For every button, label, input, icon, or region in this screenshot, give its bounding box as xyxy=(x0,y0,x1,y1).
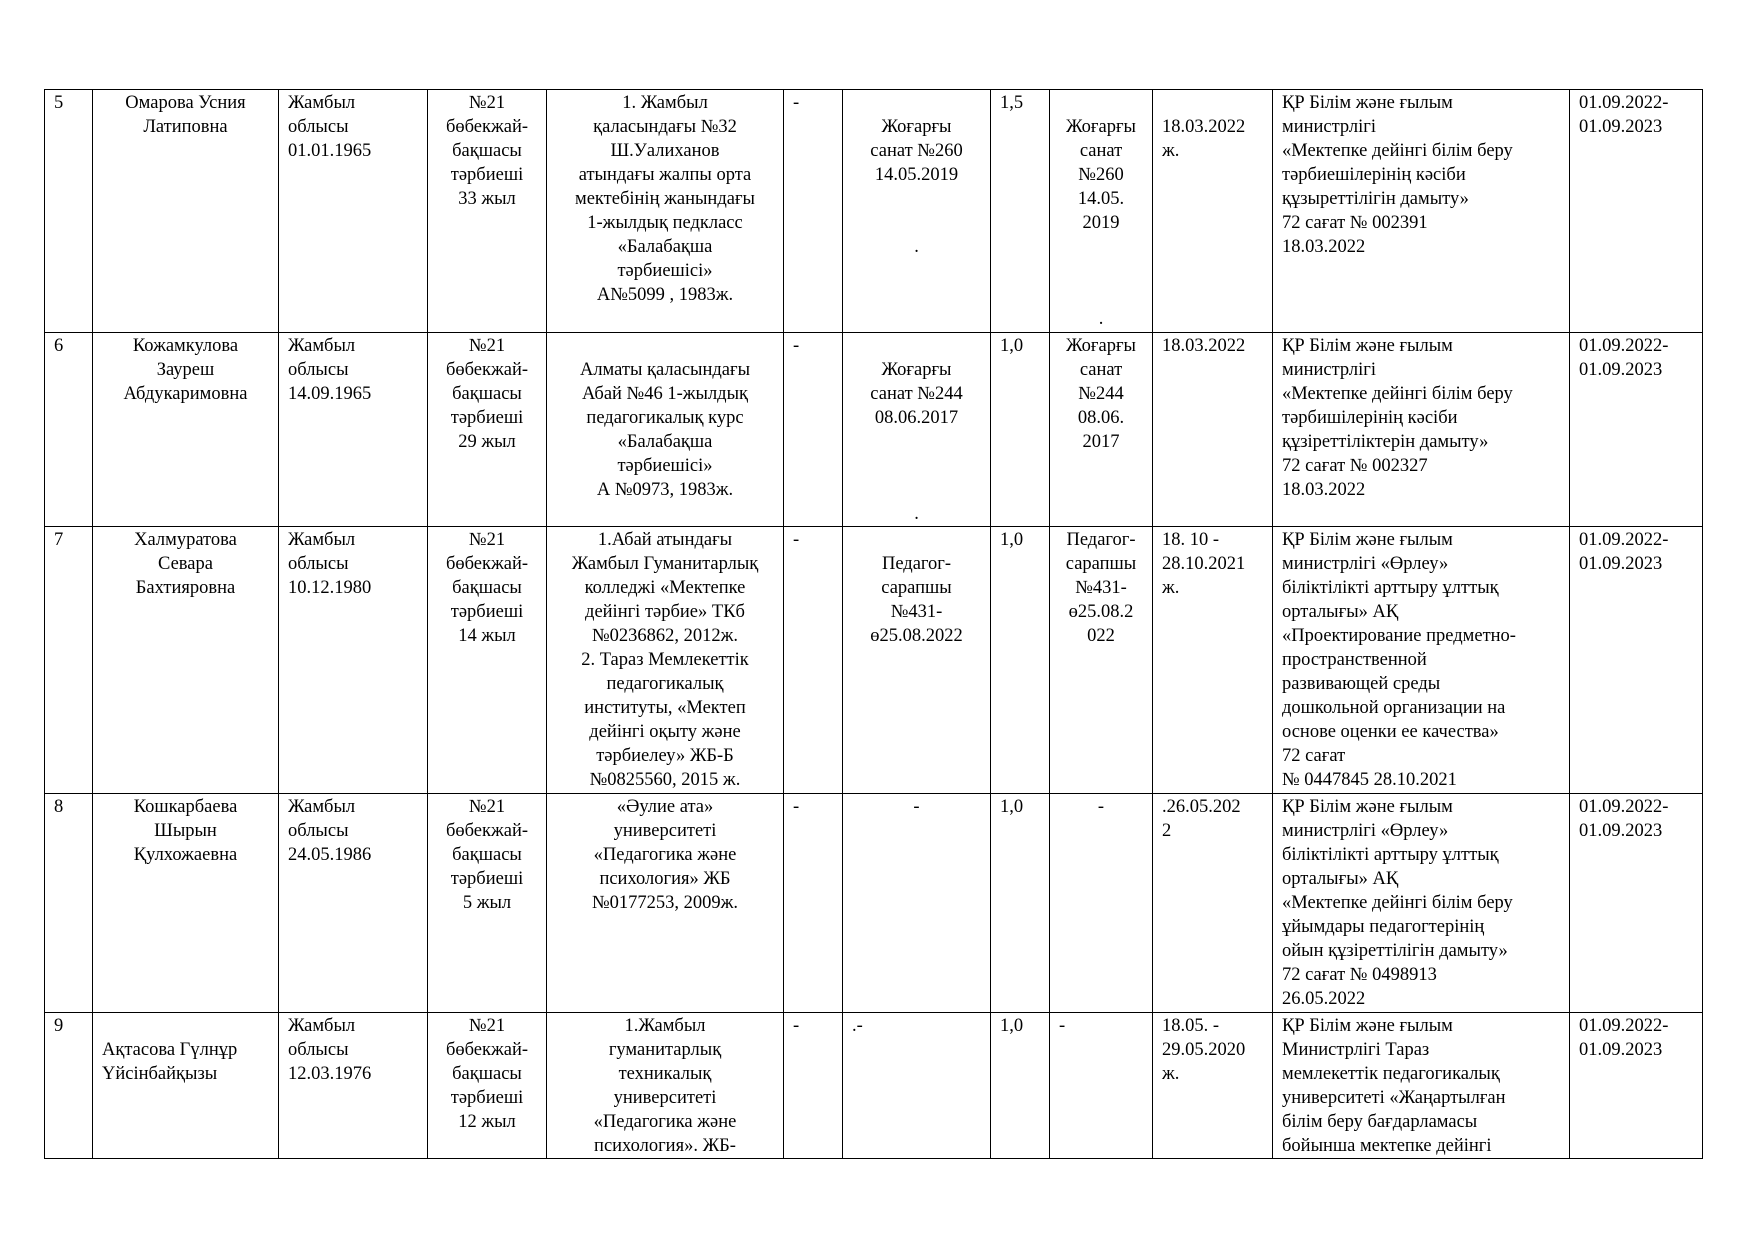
birth-info: Жамбыл облысы 24.05.1986 xyxy=(279,794,428,1013)
full-name: Кожамкулова Зауреш Абдукаримовна xyxy=(93,333,279,527)
dash-cell: - xyxy=(784,90,843,333)
current-category: - xyxy=(1050,794,1153,1013)
period: 01.09.2022- 01.09.2023 xyxy=(1570,527,1703,794)
work-experience: №21 бөбекжай- бақшасы тәрбиеші 29 жыл xyxy=(428,333,547,527)
course-info: ҚР Білім және ғылым министрлігі «Өрлеу» біліктілікті арттыру ұлттық орталығы» АҚ «Проектирование предметно- пространственной развивающей среды дошкольной организации на основе оценки ее качества» 72 сағат № 0447845 28.10.2021 xyxy=(1273,527,1570,794)
row-number: 6 xyxy=(45,333,93,527)
previous-category: .- xyxy=(843,1013,991,1159)
education: «Әулие ата» университеті «Педагогика және психология» ЖБ №0177253, 2009ж. xyxy=(547,794,784,1013)
period: 01.09.2022- 01.09.2023 xyxy=(1570,1013,1703,1159)
previous-category: - xyxy=(843,794,991,1013)
course-date: 18.05. - 29.05.2020 ж. xyxy=(1153,1013,1273,1159)
period: 01.09.2022- 01.09.2023 xyxy=(1570,333,1703,527)
row-number: 8 xyxy=(45,794,93,1013)
course-info: ҚР Білім және ғылым Министрлігі Тараз мемлекеттік педагогикалық университеті «Жаңартылған білім беру бағдарламасы бойынша мектепке дейінгі xyxy=(1273,1013,1570,1159)
previous-category: Жоғарғы санат №260 14.05.2019 . xyxy=(843,90,991,333)
previous-category: Педагог- сарапшы №431- ө25.08.2022 xyxy=(843,527,991,794)
row-number: 7 xyxy=(45,527,93,794)
table-row xyxy=(45,90,1703,333)
table-row xyxy=(45,1013,1703,1159)
staff-table xyxy=(44,89,1703,1159)
current-category: Жоғарғы санат №260 14.05. 2019 . xyxy=(1050,90,1153,333)
dash-cell: - xyxy=(784,1013,843,1159)
dash-cell: - xyxy=(784,794,843,1013)
education: 1.Жамбыл гуманитарлық техникалық университеті «Педагогика және психология». ЖБ- xyxy=(547,1013,784,1159)
dash-cell: - xyxy=(784,527,843,794)
course-info: ҚР Білім және ғылым министрлігі «Мектепке дейінгі білім беру тәрбиешілерінің кәсіби құзыреттілігін дамыту» 72 сағат № 002391 18.03.2022 xyxy=(1273,90,1570,333)
birth-info: Жамбыл облысы 10.12.1980 xyxy=(279,527,428,794)
rate: 1,0 xyxy=(991,794,1050,1013)
work-experience: №21 бөбекжай- бақшасы тәрбиеші 5 жыл xyxy=(428,794,547,1013)
birth-info: Жамбыл облысы 12.03.1976 xyxy=(279,1013,428,1159)
previous-category: Жоғарғы санат №244 08.06.2017 . xyxy=(843,333,991,527)
current-category: - xyxy=(1050,1013,1153,1159)
full-name: Халмуратова Севара Бахтияровна xyxy=(93,527,279,794)
period: 01.09.2022- 01.09.2023 xyxy=(1570,90,1703,333)
birth-info: Жамбыл облысы 01.01.1965 xyxy=(279,90,428,333)
course-date: 18. 10 - 28.10.2021 ж. xyxy=(1153,527,1273,794)
current-category: Жоғарғы санат №244 08.06. 2017 xyxy=(1050,333,1153,527)
table-row xyxy=(45,333,1703,527)
course-date: 18.03.2022 xyxy=(1153,333,1273,527)
row-number: 5 xyxy=(45,90,93,333)
work-experience: №21 бөбекжай- бақшасы тәрбиеші 12 жыл xyxy=(428,1013,547,1159)
rate: 1,0 xyxy=(991,527,1050,794)
table-row xyxy=(45,527,1703,794)
dash-cell: - xyxy=(784,333,843,527)
education: Алматы қаласындағы Абай №46 1-жылдық педагогикалық курс «Балабақша тәрбиешісі» А №0973, 1983ж. xyxy=(547,333,784,527)
course-info: ҚР Білім және ғылым министрлігі «Мектепке дейінгі білім беру тәрбишілерінің кәсіби құзіреттіліктерін дамыту» 72 сағат № 002327 18.03.2022 xyxy=(1273,333,1570,527)
course-date: 18.03.2022 ж. xyxy=(1153,90,1273,333)
full-name: Ақтасова Гүлнұр Үйсінбайқызы xyxy=(93,1013,279,1159)
education: 1.Абай атындағы Жамбыл Гуманитарлық колледжі «Мектепке дейінгі тәрбие» ТКб №0236862, 2012ж. 2. Тараз Мемлекеттік педагогикалық институты, «Мектеп дейінгі оқыту және тәрбиелеу» ЖБ-Б №0825560, 2015 ж. xyxy=(547,527,784,794)
rate: 1,0 xyxy=(991,1013,1050,1159)
course-info: ҚР Білім және ғылым министрлігі «Өрлеу» біліктілікті арттыру ұлттық орталығы» АҚ «Мектепке дейінгі білім беру ұйымдары педагогтерінің ойын құзіреттілігін дамыту» 72 сағат № 0498913 26.05.2022 xyxy=(1273,794,1570,1013)
row-number: 9 xyxy=(45,1013,93,1159)
rate: 1,5 xyxy=(991,90,1050,333)
full-name: Кошкарбаева Шырын Қулхожаевна xyxy=(93,794,279,1013)
education: 1. Жамбыл қаласындағы №32 Ш.Уалиханов атындағы жалпы орта мектебінің жанындағы 1-жылдық педкласс «Балабақша тәрбиешісі» А№5099 , 1983ж. xyxy=(547,90,784,333)
work-experience: №21 бөбекжай- бақшасы тәрбиеші 33 жыл xyxy=(428,90,547,333)
course-date: .26.05.202 2 xyxy=(1153,794,1273,1013)
full-name: Омарова Усния Латиповна xyxy=(93,90,279,333)
birth-info: Жамбыл облысы 14.09.1965 xyxy=(279,333,428,527)
work-experience: №21 бөбекжай- бақшасы тәрбиеші 14 жыл xyxy=(428,527,547,794)
current-category: Педагог- сарапшы №431- ө25.08.2 022 xyxy=(1050,527,1153,794)
rate: 1,0 xyxy=(991,333,1050,527)
table-row xyxy=(45,794,1703,1013)
period: 01.09.2022- 01.09.2023 xyxy=(1570,794,1703,1013)
